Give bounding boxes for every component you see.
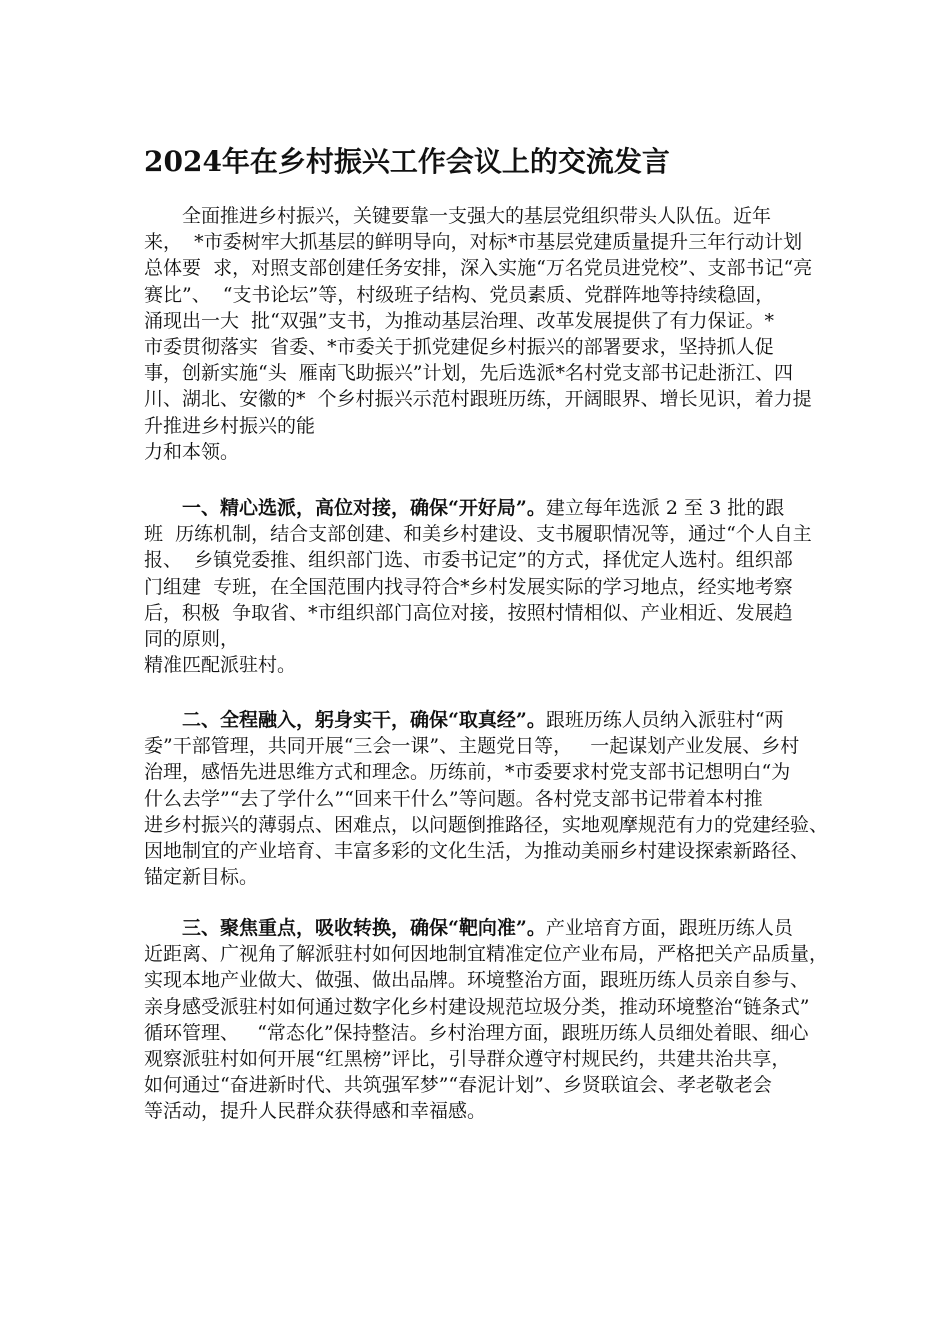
section-two-paragraph: [144, 707, 829, 890]
section-one-paragraph: [144, 495, 824, 678]
text-line: [144, 915, 824, 941]
text-line: 精准匹配派驻村。: [144, 654, 297, 677]
text-line: 事，创新实施“头 雁南飞助振兴”计划，先后选派*名村党支部书记赴浙江、四: [144, 362, 794, 385]
text-line: 赛比”、 “支书论坛”等，村级班子结构、党员素质、党群阵地等持续稳固，: [144, 283, 775, 306]
text-line: 来， *市委树牢大抓基层的鲜明导向，对标*市基层党建质量提升三年行动计划: [144, 231, 803, 254]
text-line: 近距离、广视角了解派驻村如何因地制宜精准定位产业布局，严格把关产品质量，: [144, 943, 829, 966]
text-line: 什么去学”“去了学什么”“回来干什么”等问题。各村党支部书记带着本村推: [144, 787, 763, 810]
section-text: 跟班历练人员纳入派驻村“两: [545, 709, 784, 731]
text-line: 同的原则，: [144, 628, 240, 651]
text-line: 进乡村振兴的薄弱点、困难点，以问题倒推路径，实地观摩规范有力的党建经验、: [144, 813, 829, 836]
text-line: 力和本领。: [144, 440, 240, 463]
text-line: [144, 707, 824, 733]
text-line: 等活动，提升人民群众获得感和幸福感。: [144, 1100, 487, 1123]
section-three-paragraph: [144, 915, 829, 1125]
section-text: 建立每年选派 2 至 3 批的跟: [545, 497, 785, 519]
text-line: 市委贯彻落实 省委、*市委关于抓党建促乡村振兴的部署要求，坚持抓人促: [144, 336, 774, 359]
text-line: 班 历练机制，结合支部创建、和美乡村建设、支书履职情况等，通过“个人自主: [144, 523, 812, 546]
text-line: 涌现出一大 批“双强”支书，为推动基层治理、改革发展提供了有力保证。*: [144, 309, 775, 332]
text-line: 报、 乡镇党委推、组织部门选、市委书记定”的方式，择优定人选村。组织部: [144, 549, 793, 572]
text-line: 升推进乡村振兴的能: [144, 414, 316, 437]
text-line: 亲身感受派驻村如何通过数字化乡村建设规范垃圾分类，推动环境整治“链条式”: [144, 995, 810, 1018]
section-text: 产业培育方面，跟班历练人员: [545, 917, 793, 939]
text-line: 治理，感悟先进思维方式和理念。历练前，*市委要求村党支部书记想明白“为: [144, 761, 791, 784]
text-line: 如何通过“奋进新时代、共筑强军梦”“春泥计划”、乡贤联谊会、孝老敬老会: [144, 1074, 772, 1097]
intro-paragraph: [144, 203, 824, 465]
text-line: 观察派驻村如何开展“红黑榜”评比，引导群众遵守村规民约，共建共治共享，: [144, 1048, 791, 1071]
text-line: 因地制宜的产业培育、丰富多彩的文化生活，为推动美丽乡村建设探索新路径、: [144, 840, 810, 863]
text-line: 锚定新目标。: [144, 866, 259, 889]
text-line: [144, 495, 824, 521]
text-line: 川、湖北、安徽的* 个乡村振兴示范村跟班历练，开阔眼界、增长见识，着力提: [144, 388, 812, 411]
section-heading: 三、聚焦重点，吸收转换，确保“靶向准”。: [182, 917, 546, 939]
text-line: 门组建 专班，在全国范围内找寻符合*乡村发展实际的学习地点，经实地考察: [144, 575, 793, 598]
document-title: 2024年在乡村振兴工作会议上的交流发言: [144, 145, 670, 178]
text-line: 后，积极 争取省、*市组织部门高位对接，按照村情相似、产业相近、发展趋: [144, 601, 793, 624]
text-line: 循环管理、 “常态化”保持整洁。乡村治理方面，跟班历练人员细处着眼、细心: [144, 1021, 809, 1044]
text-line: 总体要 求，对照支部创建任务安排，深入实施“万名党员进党校”、支部书记“亮: [144, 257, 813, 280]
text-line: 委”干部管理，共同开展“三会一课”、主题党日等， 一起谋划产业发展、乡村: [144, 735, 800, 758]
section-heading: 二、全程融入，躬身实干，确保“取真经”。: [182, 709, 546, 731]
text-line: 实现本地产业做大、做强、做出品牌。环境整治方面，跟班历练人员亲自参与、: [144, 969, 810, 992]
text-line: 全面推进乡村振兴，关键要靠一支强大的基层党组织带头人队伍。近年: [182, 205, 772, 227]
section-heading: 一、精心选派，高位对接，确保“开好局”。: [182, 497, 546, 519]
